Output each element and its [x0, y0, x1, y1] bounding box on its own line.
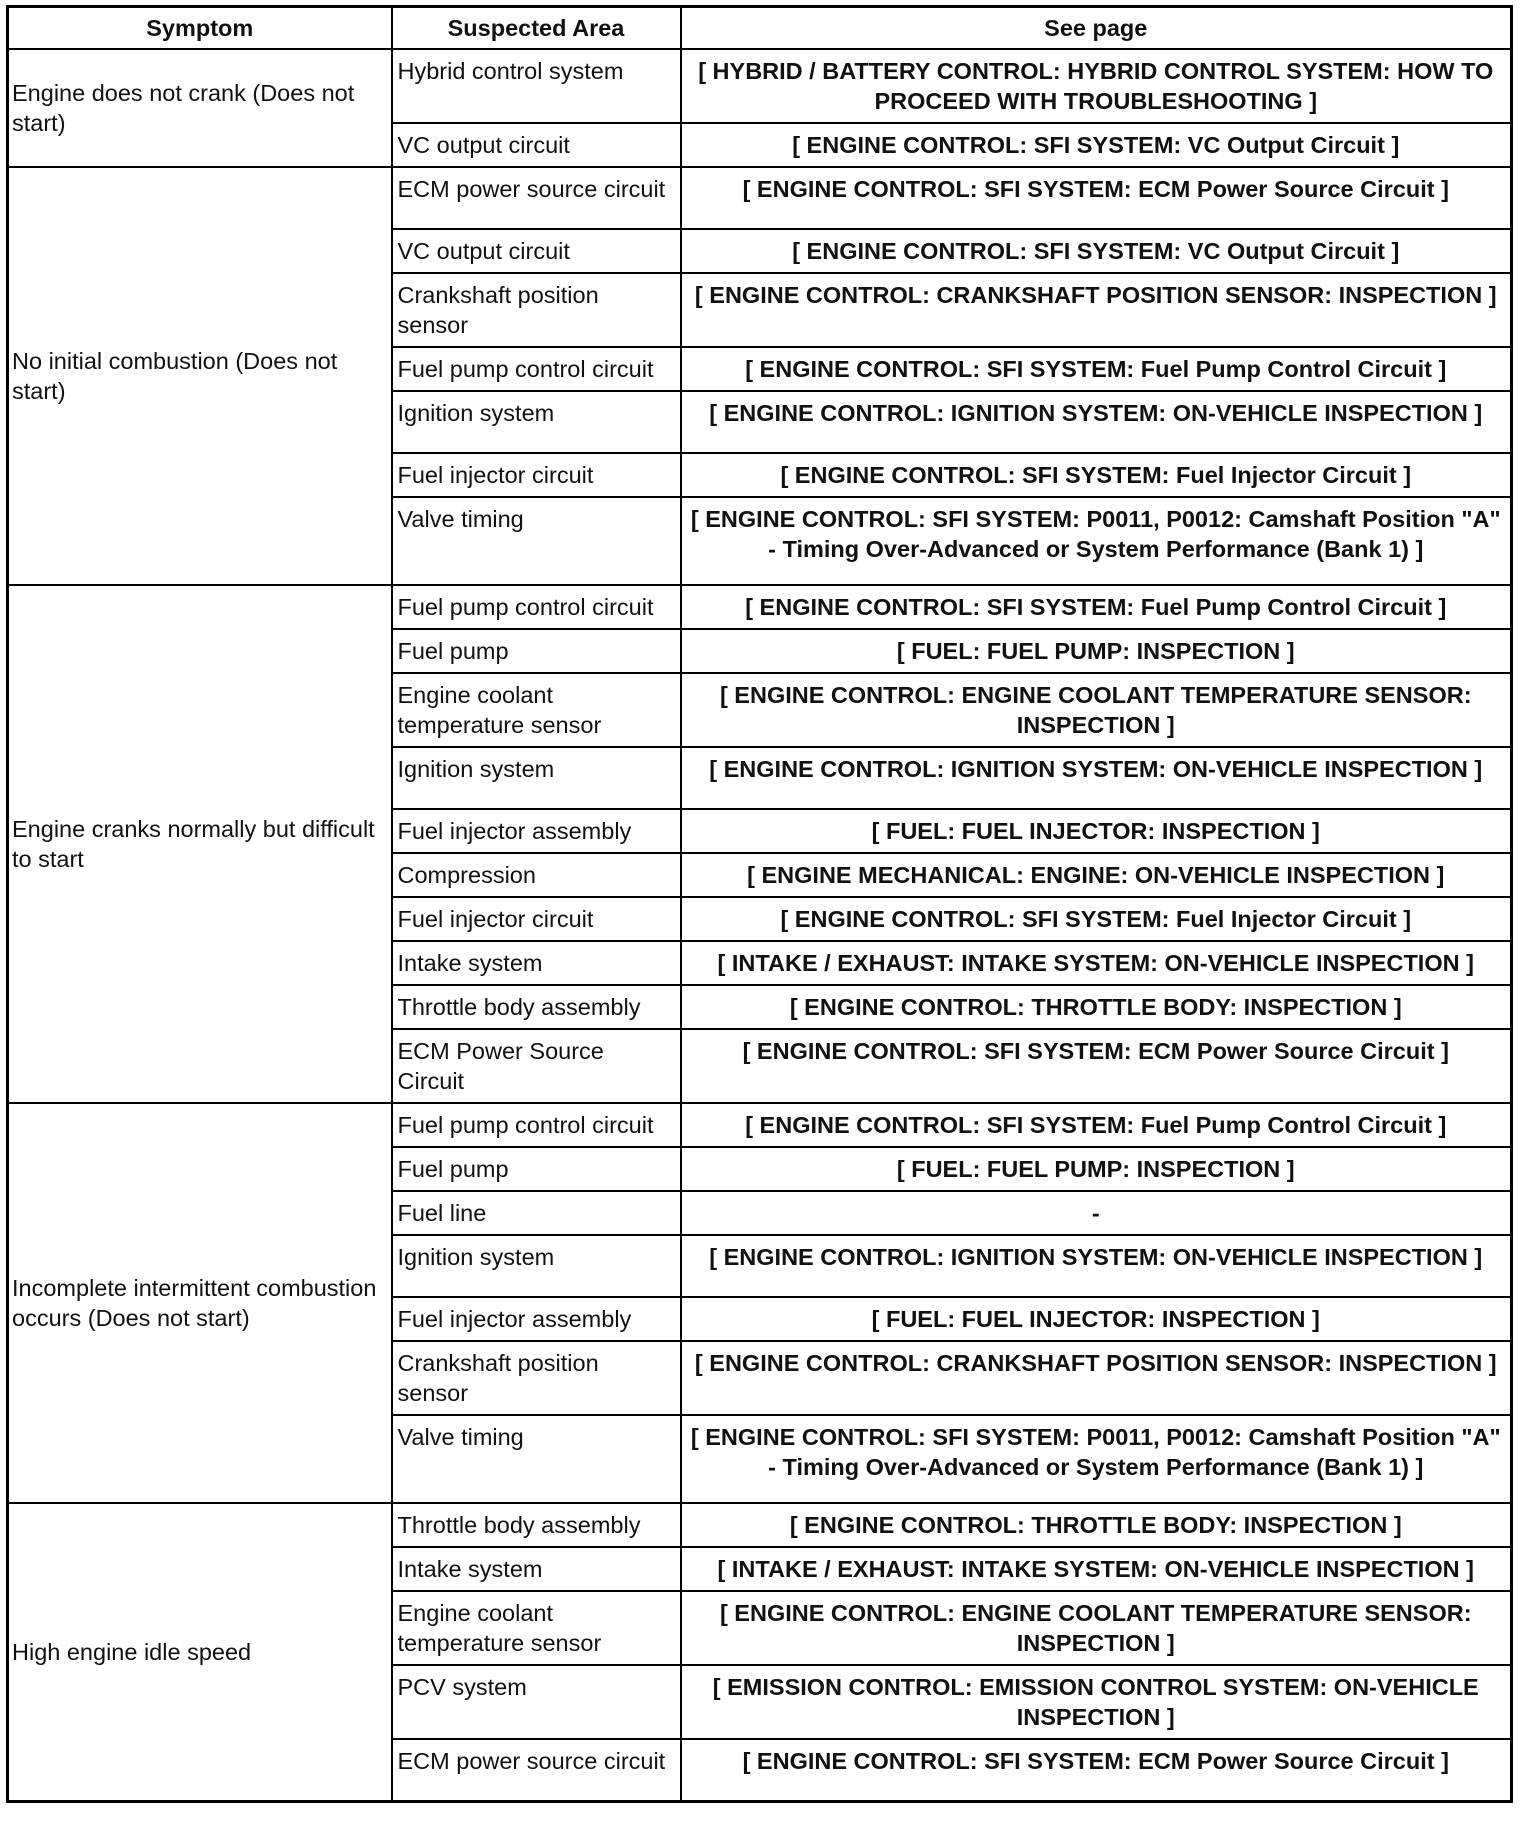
symptom-cell: High engine idle speed [8, 1503, 392, 1801]
header-row [8, 7, 1512, 50]
table-row [8, 167, 1512, 229]
see-page-cell: [ INTAKE / EXHAUST: INTAKE SYSTEM: ON-VEHICLE INSPECTION ] [681, 1547, 1512, 1591]
suspected-area-cell: ECM Power Source Circuit [392, 1029, 681, 1103]
see-page-cell: [ ENGINE MECHANICAL: ENGINE: ON-VEHICLE INSPECTION ] [681, 853, 1512, 897]
suspected-area-cell: Valve timing [392, 497, 681, 585]
symptom-cell: Engine cranks normally but difficult to start [8, 585, 392, 1103]
see-page-cell: [ ENGINE CONTROL: SFI SYSTEM: VC Output Circuit ] [681, 229, 1512, 273]
see-page-cell: [ ENGINE CONTROL: IGNITION SYSTEM: ON-VEHICLE INSPECTION ] [681, 1235, 1512, 1297]
see-page-cell: [ INTAKE / EXHAUST: INTAKE SYSTEM: ON-VEHICLE INSPECTION ] [681, 941, 1512, 985]
troubleshooting-table [6, 5, 1513, 1803]
suspected-area-cell: Fuel pump [392, 629, 681, 673]
suspected-area-cell: Throttle body assembly [392, 1503, 681, 1547]
suspected-area-cell: Ignition system [392, 747, 681, 809]
suspected-area-cell: Intake system [392, 941, 681, 985]
suspected-area-cell: Fuel pump control circuit [392, 585, 681, 629]
table-header [8, 7, 1512, 50]
see-page-cell: [ ENGINE CONTROL: CRANKSHAFT POSITION SENSOR: INSPECTION ] [681, 273, 1512, 347]
suspected-area-cell: Crankshaft position sensor [392, 273, 681, 347]
see-page-cell: [ ENGINE CONTROL: IGNITION SYSTEM: ON-VEHICLE INSPECTION ] [681, 747, 1512, 809]
see-page-cell: [ ENGINE CONTROL: SFI SYSTEM: ECM Power Source Circuit ] [681, 1739, 1512, 1801]
see-page-cell: [ ENGINE CONTROL: SFI SYSTEM: ECM Power Source Circuit ] [681, 1029, 1512, 1103]
suspected-area-cell: Intake system [392, 1547, 681, 1591]
see-page-cell: [ ENGINE CONTROL: SFI SYSTEM: Fuel Pump Control Circuit ] [681, 1103, 1512, 1147]
table-body [8, 49, 1512, 1801]
suspected-area-cell: Fuel pump control circuit [392, 347, 681, 391]
see-page-cell: [ ENGINE CONTROL: SFI SYSTEM: ECM Power Source Circuit ] [681, 167, 1512, 229]
see-page-cell: [ HYBRID / BATTERY CONTROL: HYBRID CONTROL SYSTEM: HOW TO PROCEED WITH TROUBLESHOOTING ] [681, 49, 1512, 123]
see-page-cell: [ FUEL: FUEL INJECTOR: INSPECTION ] [681, 1297, 1512, 1341]
see-page-cell: [ FUEL: FUEL INJECTOR: INSPECTION ] [681, 809, 1512, 853]
symptom-cell: Incomplete intermittent combustion occurs (Does not start) [8, 1103, 392, 1503]
see-page-cell: [ EMISSION CONTROL: EMISSION CONTROL SYSTEM: ON-VEHICLE INSPECTION ] [681, 1665, 1512, 1739]
see-page-cell: [ ENGINE CONTROL: SFI SYSTEM: Fuel Pump Control Circuit ] [681, 347, 1512, 391]
see-page-cell: [ ENGINE CONTROL: THROTTLE BODY: INSPECTION ] [681, 985, 1512, 1029]
suspected-area-cell: Compression [392, 853, 681, 897]
see-page-cell: [ FUEL: FUEL PUMP: INSPECTION ] [681, 1147, 1512, 1191]
suspected-area-cell: Fuel injector assembly [392, 1297, 681, 1341]
see-page-cell: [ ENGINE CONTROL: THROTTLE BODY: INSPECTION ] [681, 1503, 1512, 1547]
suspected-area-cell: VC output circuit [392, 123, 681, 167]
suspected-area-cell: Fuel pump [392, 1147, 681, 1191]
symptom-cell: Engine does not crank (Does not start) [8, 49, 392, 167]
suspected-area-cell: Ignition system [392, 1235, 681, 1297]
suspected-area-cell: Throttle body assembly [392, 985, 681, 1029]
symptom-cell: No initial combustion (Does not start) [8, 167, 392, 585]
suspected-area-cell: Valve timing [392, 1415, 681, 1503]
see-page-cell: [ ENGINE CONTROL: IGNITION SYSTEM: ON-VEHICLE INSPECTION ] [681, 391, 1512, 453]
see-page-cell: [ ENGINE CONTROL: SFI SYSTEM: Fuel Injector Circuit ] [681, 453, 1512, 497]
table-row [8, 1103, 1512, 1147]
see-page-cell: [ ENGINE CONTROL: SFI SYSTEM: Fuel Pump Control Circuit ] [681, 585, 1512, 629]
suspected-area-cell: Ignition system [392, 391, 681, 453]
suspected-area-cell: Engine coolant temperature sensor [392, 1591, 681, 1665]
suspected-area-cell: Fuel injector circuit [392, 453, 681, 497]
suspected-area-cell: PCV system [392, 1665, 681, 1739]
see-page-cell: [ ENGINE CONTROL: SFI SYSTEM: P0011, P0012: Camshaft Position "A" - Timing Over-Advanced or System Performance (Bank 1) ] [681, 497, 1512, 585]
see-page-cell: - [681, 1191, 1512, 1235]
see-page-cell: [ ENGINE CONTROL: ENGINE COOLANT TEMPERATURE SENSOR: INSPECTION ] [681, 1591, 1512, 1665]
header-symptom: Symptom [8, 7, 392, 50]
suspected-area-cell: VC output circuit [392, 229, 681, 273]
see-page-cell: [ ENGINE CONTROL: SFI SYSTEM: Fuel Injector Circuit ] [681, 897, 1512, 941]
see-page-cell: [ FUEL: FUEL PUMP: INSPECTION ] [681, 629, 1512, 673]
suspected-area-cell: Fuel injector circuit [392, 897, 681, 941]
header-suspected-area: Suspected Area [392, 7, 681, 50]
suspected-area-cell: Engine coolant temperature sensor [392, 673, 681, 747]
see-page-cell: [ ENGINE CONTROL: SFI SYSTEM: VC Output Circuit ] [681, 123, 1512, 167]
see-page-cell: [ ENGINE CONTROL: SFI SYSTEM: P0011, P0012: Camshaft Position "A" - Timing Over-Advanced or System Performance (Bank 1) ] [681, 1415, 1512, 1503]
table-row [8, 585, 1512, 629]
suspected-area-cell: Fuel injector assembly [392, 809, 681, 853]
header-see-page: See page [681, 7, 1512, 50]
suspected-area-cell: Hybrid control system [392, 49, 681, 123]
suspected-area-cell: Crankshaft position sensor [392, 1341, 681, 1415]
suspected-area-cell: Fuel line [392, 1191, 681, 1235]
suspected-area-cell: ECM power source circuit [392, 1739, 681, 1801]
see-page-cell: [ ENGINE CONTROL: ENGINE COOLANT TEMPERATURE SENSOR: INSPECTION ] [681, 673, 1512, 747]
suspected-area-cell: ECM power source circuit [392, 167, 681, 229]
see-page-cell: [ ENGINE CONTROL: CRANKSHAFT POSITION SENSOR: INSPECTION ] [681, 1341, 1512, 1415]
table-row [8, 49, 1512, 123]
table-row [8, 1503, 1512, 1547]
suspected-area-cell: Fuel pump control circuit [392, 1103, 681, 1147]
